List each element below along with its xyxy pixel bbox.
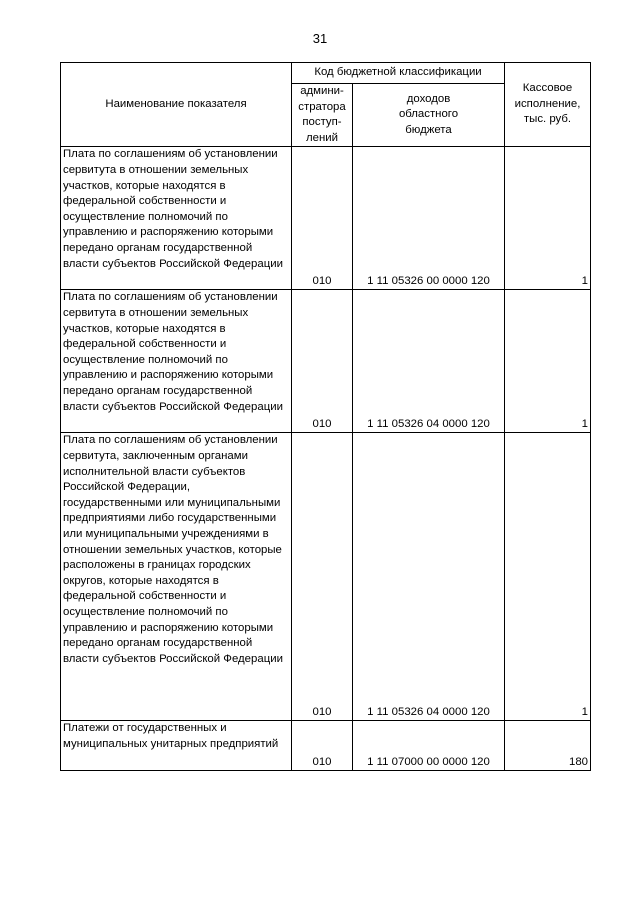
row-indicator-name: Плата по соглашениям об установлении сервитута в отношении земельных участков, которые находятся в федеральной собственности и осуществление полномочий по управлению и распоряжению которыми передано органам государственной власти субъектов Российской Федерации: [61, 290, 292, 433]
row-indicator-name: Платежи от государственных и муниципальных унитарных предприятий: [61, 721, 292, 771]
row-admin-code: 010: [292, 147, 353, 290]
row-admin-code: 010: [292, 433, 353, 721]
row-indicator-name: Плата по соглашениям об установлении сервитута, заключенным органами исполнительной власти субъектов Российской Федерации, государственными или муниципальными предприятиями либо государственными или муниципальными учреждениями в отношении земельных участков, которые расположены в границах городских округов, которые находятся в федеральной собственности и осуществление полномочий по управлению и распоряжению которыми передано органам государственной власти субъектов Российской Федерации: [61, 433, 292, 721]
row-amount: 1: [505, 290, 591, 433]
table-row: [61, 290, 591, 433]
row-revenue-code: 1 11 05326 04 0000 120: [353, 433, 505, 721]
row-amount: 1: [505, 147, 591, 290]
row-revenue-code: 1 11 07000 00 0000 120: [353, 721, 505, 771]
row-amount: 1: [505, 433, 591, 721]
header-budget-classification-code: Код бюджетной классификации: [292, 63, 505, 84]
header-admin-code: админи- стратора поступ- лений: [292, 84, 353, 147]
row-revenue-code: 1 11 05326 04 0000 120: [353, 290, 505, 433]
page-number: 31: [312, 31, 328, 46]
row-indicator-name: Плата по соглашениям об установлении сервитута в отношении земельных участков, которые находятся в федеральной собственности и осуществление полномочий по управлению и распоряжению которыми передано органам государственной власти субъектов Российской Федерации: [61, 147, 292, 290]
budget-revenue-table: [60, 62, 591, 771]
table-row: [61, 433, 591, 721]
table-row: [61, 147, 591, 290]
header-indicator-name: Наименование показателя: [61, 63, 292, 147]
row-admin-code: 010: [292, 290, 353, 433]
row-admin-code: 010: [292, 721, 353, 771]
header-revenue-code: доходов областного бюджета: [353, 84, 505, 147]
table-row: [61, 721, 591, 771]
row-amount: 180: [505, 721, 591, 771]
row-revenue-code: 1 11 05326 00 0000 120: [353, 147, 505, 290]
header-cash-execution: Кассовое исполнение, тыс. руб.: [505, 63, 591, 147]
